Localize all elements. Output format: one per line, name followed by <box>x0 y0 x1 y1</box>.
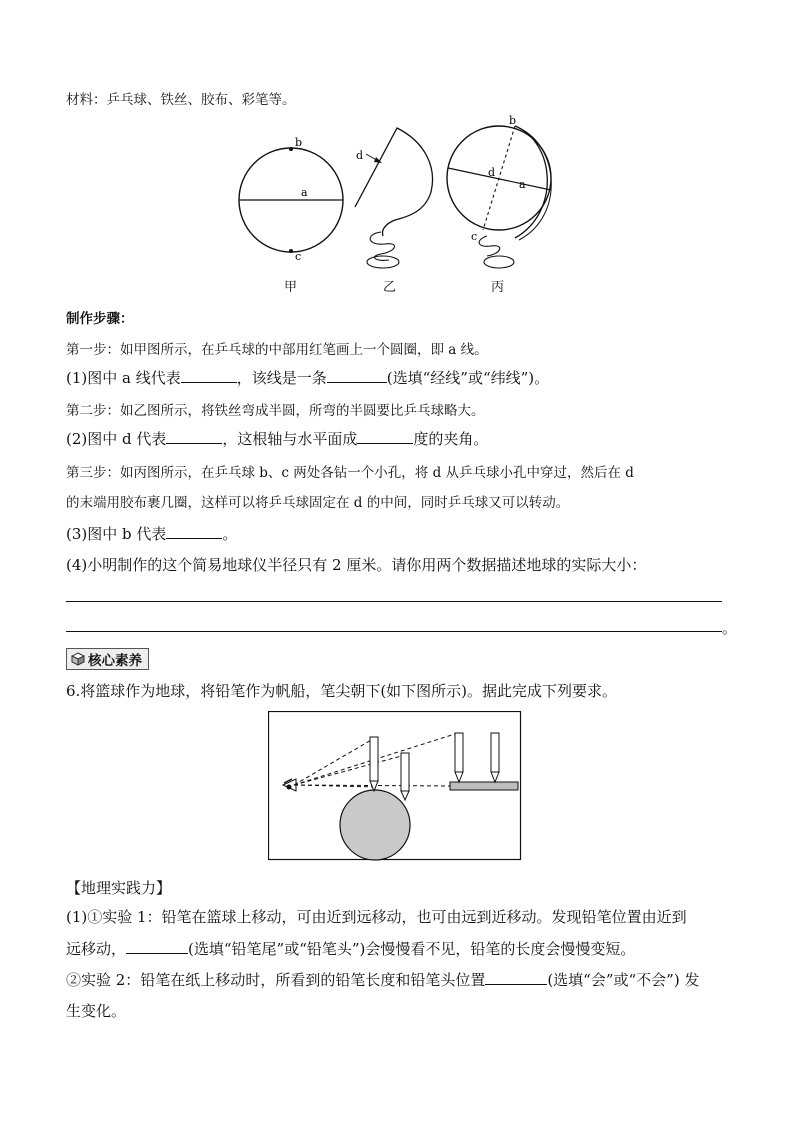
question-2: (2)图中 d 代表 ，这根轴与水平面成 度的夹角。 <box>66 430 489 448</box>
caption-bing: 丙 <box>491 280 505 295</box>
wire-yi <box>355 128 433 236</box>
section-badge <box>66 648 149 670</box>
answer-blank[interactable] <box>166 524 222 539</box>
answer-end-period: 。 <box>722 619 738 637</box>
answer-blank[interactable] <box>126 939 188 954</box>
materials-text: 材料：乒乓球、铁丝、胶布、彩笔等。 <box>66 92 296 108</box>
pencil-4 <box>491 733 499 782</box>
answer-line[interactable] <box>66 631 722 632</box>
label-c-jia: c <box>295 250 302 263</box>
answer-line[interactable] <box>66 601 722 602</box>
pencil-2 <box>401 753 409 800</box>
practice-2-line2: 生变化。 <box>66 1002 127 1020</box>
step3-text-line1: 第三步：如丙图所示，在乒乓球 b、c 两处各钻一个小孔，将 d 从乒乓球小孔中穿过，然后在 d <box>66 465 634 481</box>
label-c-bing: c <box>471 230 478 243</box>
step3-text-line2: 的末端用胶布裹几圈，这样可以将乒乓球固定在 d 的中间，同时乒乓球又可以转动。 <box>66 495 570 511</box>
pencil-3 <box>455 733 463 782</box>
label-a-jia: a <box>301 186 308 199</box>
practice-title: 【地理实践力】 <box>66 879 172 897</box>
section-badge-label: 核心素养 <box>88 653 142 669</box>
line-a-bing <box>448 168 551 190</box>
answer-blank[interactable] <box>166 429 222 444</box>
label-b-jia: b <box>295 136 303 149</box>
cube-icon <box>71 652 85 666</box>
label-d-yi: d <box>356 149 364 162</box>
answer-blank[interactable] <box>181 368 237 383</box>
step2-text: 第二步：如乙图所示，将铁丝弯成半圆，所弯的半圆要比乒乓球略大。 <box>66 403 485 419</box>
steps-title: 制作步骤： <box>66 311 134 327</box>
practice-2-line1: ②实验 2：铅笔在纸上移动时，所看到的铅笔长度和铅笔头位置 (选填“会”或“不会”) 发 <box>66 971 700 989</box>
question-3: (3)图中 b 代表 。 <box>66 525 238 543</box>
paper-board <box>450 782 518 790</box>
answer-blank[interactable] <box>357 429 413 444</box>
answer-blank[interactable] <box>327 368 387 383</box>
globe-making-figure <box>225 112 575 302</box>
practice-1-line1: (1)①实验 1：铅笔在篮球上移动，可由近到远移动，也可由远到近移动。发现铅笔位置由近到 <box>66 908 687 926</box>
caption-yi: 乙 <box>383 280 397 295</box>
step1-text: 第一步：如甲图所示，在乒乓球的中部用红笔画上一个圆圈，即 a 线。 <box>66 342 488 358</box>
question-1: (1)图中 a 线代表 ，该线是一条 (选填“经线”或“纬线”)。 <box>66 369 550 387</box>
label-a-bing: a <box>519 178 526 191</box>
basketball-pencil-figure <box>268 711 522 861</box>
label-d-bing: d <box>488 166 496 179</box>
practice-1-line2: 远移动， (选填“铅笔尾”或“铅笔头”)会慢慢看不见，铅笔的长度会慢慢变短。 <box>66 940 636 958</box>
caption-jia: 甲 <box>284 280 298 295</box>
basketball <box>340 790 410 860</box>
stand-bing <box>479 236 500 256</box>
answer-blank[interactable] <box>485 970 547 985</box>
label-b-bing: b <box>509 114 517 127</box>
question-4: (4)小明制作的这个简易地球仪半径只有 2 厘米。请你用两个数据描述地球的实际大小： <box>66 556 647 574</box>
question-6: 6.将篮球作为地球，将铅笔作为帆船，笔尖朝下(如下图所示)。据此完成下列要求。 <box>66 682 618 700</box>
pencil-1 <box>370 737 378 791</box>
